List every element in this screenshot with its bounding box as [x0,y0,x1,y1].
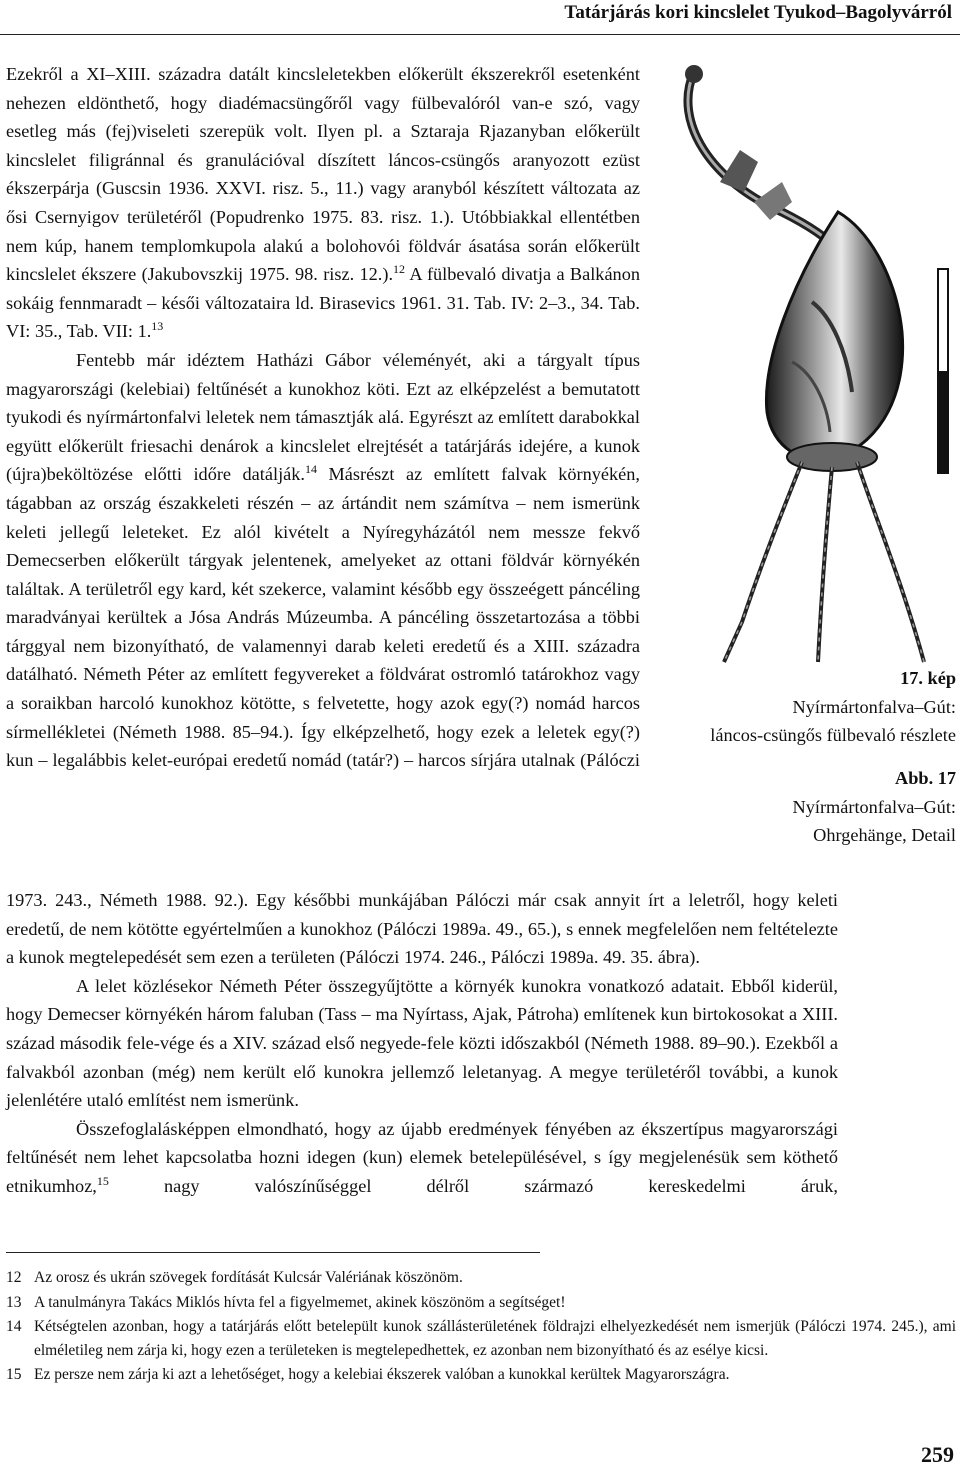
caption-de-line1: Nyírmártonfalva–Gút: [792,796,956,817]
paragraph-3: A lelet közlésekor Németh Péter összegyűjtötte a környék kunokra vonatkozó adatait. Ebből kiderül, hogy Demecser környékén három faluban (Tass – ma Nyírtass, Ajak, Pátroha) említenek kun birtokosokat a XIII. század második fele-vége és a XIV. század első negyede-fele közti időszakból (Németh 1988. 89–90.). Ezekből a falvakból azonban (még) nem került elő kunokra jellemző leletanyag. A megye területéről további, a kunok jelenlétére utaló említést nem ismerünk. [6,975,838,1111]
paragraph-2 [6,346,640,775]
paragraph-4-text-b: nagy valószínűséggel délről származó kereskedelmi áruk, [108,1175,838,1196]
footnote-12 [6,1266,956,1290]
figure-caption-german [793,764,956,850]
text-column-full [6,886,838,1201]
scale-bar [937,268,949,474]
figure-caption-hungarian [710,664,956,750]
footnote-ref-14[interactable]: 14 [304,462,317,477]
footnote-text: Kétségtelen azonban, hogy a tatárjárás előtt betelepült kunok szállásterületének földrajzi elhelyezkedését nem ismerjük (Pálóczi 1974. 245.), ami elméletileg nem zárja ki, hogy ezen a területeken is megtelepedhettek, ez azonban nem bizonyítható és az esélye kicsi. [34,1318,956,1359]
paragraph-1 [6,60,640,346]
paragraph-1-text: Ezekről a XI–XIII. századra datált kincsleletekben előkerült ékszerekről esetenként nehezen eldönthető, hogy diadémacsüngőről vagy fülbevalóról van-e szó, vagy esetleg más (fej)viseleti szerepük volt. Ilyen pl. a Sztaraja Rjazanyban előkerült kincslelet filigránnal és granulációval díszített láncos-csüngős aranyozott ezüst ékszerpárja (Guscsin 1936. XXVI. risz. 5., 11.) vagy aranyból készített változata az ősi Csernyigov területéről (Popudrenko 1975. 83. risz. 1.). Utóbbiakkal ellentétben nem kúp, hanem templomkupola alakú a bolohovói földvár ásatása során előkerült kincslelet ékszere (Jakubovszkij 1975. 98. risz. 12.). [6,64,640,285]
caption-de-line2: Ohrgehänge, Detail [813,825,956,846]
caption-hu-title: 17. kép [900,668,956,688]
footnote-15 [6,1363,956,1387]
paragraph-2-continued: 1973. 243., Németh 1988. 92.). Egy későbbi munkájában Pálóczi már csak annyit írt a leletről, hogy keleti eredetű, de nem kötötte egyértelműen a kunokhoz (Pálóczi 1989a. 49., 65.), s ennek megfelelően nem feltételezte a kunok megtelepedését sem ezen a területen (Pálóczi 1974. 246., Pálóczi 1989a. 49. 35. ábra). [6,890,838,968]
caption-hu-line2: láncos-csüngős fülbevaló részlete [710,725,956,746]
footnote-rule [6,1252,540,1253]
footnote-text: Ez persze nem zárja ki azt a lehetőséget, hogy a kelebiai ékszerek valóban a kunokkal kerültek Magyarországra. [34,1366,730,1383]
footnotes [6,1266,956,1388]
footnote-number: 15 [6,1366,22,1383]
scale-bar-fill [939,371,947,472]
paragraph-4-text-a: Összefoglalásképpen elmondható, hogy az újabb eredmények fényében az ékszertípus magyarországi feltűnését nem lehet kapcsolatba hozni idegen (kun) elemek betelepülésével, s így megjelenésük sem köthető etnikumhoz, [6,1118,838,1196]
paragraph-4 [6,1115,838,1201]
footnote-number: 12 [6,1269,22,1286]
footnote-number: 14 [6,1318,22,1335]
running-title: Tatárjárás kori kincslelet Tyukod–Bagolyvárról [564,2,952,23]
footnote-ref-13[interactable]: 13 [151,319,164,334]
paragraph-2-text-b: Másrészt az említett falvak környékén, tágabban az ország északkeleti részén – az ártándit nem számítva – nem ismerünk keleti jellegű leleteket. Ez alól kivételt a Nyíregyházától nem messze fekvő Demecserben előkerült tárgyak jelentenek, amelyeket az ottani földvár környékén találtak. A területről egy kard, két szekerce, valamint később egy összeégett páncéling maradványai kerültek a Jósa András Múzeumba. A páncéling összetartozása a többi tárggyal nem bizonyítható, de valamennyi darab keleti eredetű és a XIII. századra datálható. Németh Péter az említett fegyvereket a földvárat ostromló tatárokhoz vagy a soraikban harcoló kunokhoz kötötte, s felvetette, hogy azok egy(?) nomád harcos sírmellékletei (Németh 1988. 85–94.). Így elképzelhető, hogy ezek a leletek egy(?) kun – legalábbis kelet-európai eredetű nomád (tatár?) – harcos sírjára utalnak (Pálóczi [6,464,640,771]
paragraph-1-end: A fülbevaló divatja a Balkánon sokáig fennmaradt – késői változataira ld. Birasevics 1961. 31. Tab. IV: 2–3., 34. Tab. VI: 35., Tab. VII: 1. [6,264,640,342]
earring-photo [662,62,938,672]
paragraph-2-text-a: Fentebb már idéztem Hatházi Gábor véleményét, aki a tárgyalt típus magyarországi (kelebiai) feltűnését a kunokhoz köti. Ezt az elképzelést a bemutatott tyukodi és nyírmártonfalvi leletek nem támasztják alá. Egyrészt az említett darabokkal együtt előkerült friesachi denárok a kincslelet elrejtését a tatárjárás idejére, a kunok (újra)beköltözése előtti időre datálják. [6,349,640,485]
footnote-ref-15[interactable]: 15 [96,1173,109,1188]
footnote-14 [6,1315,956,1362]
footnote-13 [6,1291,956,1315]
footnote-number: 13 [6,1293,22,1311]
caption-hu-line1: Nyírmártonfalva–Gút: [792,696,956,717]
footnote-text: A tanulmányra Takács Miklós hívta fel a figyelmemet, akinek köszönöm a segítséget! [34,1293,566,1311]
page-number: 259 [921,1442,954,1467]
footnote-ref-12[interactable]: 12 [393,262,406,277]
caption-de-title: Abb. 17 [895,768,956,788]
earring-photo-icon [662,62,938,672]
footnote-text: Az orosz és ukrán szövegek fordítását Kulcsár Valériának köszönöm. [34,1269,463,1286]
header-rule [0,34,960,35]
text-column-narrow [6,60,640,775]
